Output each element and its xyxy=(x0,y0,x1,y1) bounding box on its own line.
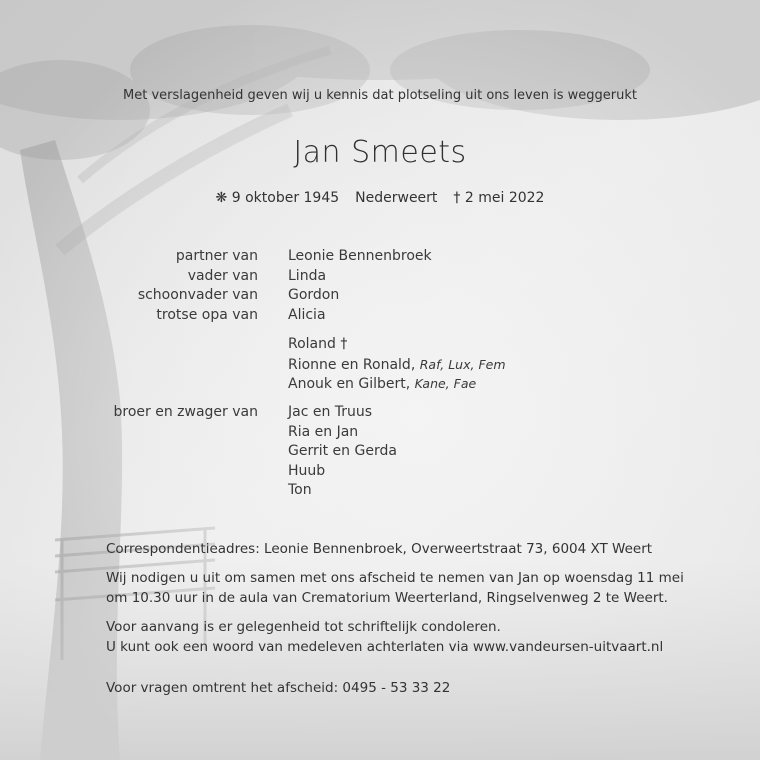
intro-text: Met verslagenheid geven wij u kennis dat plotseling uit ons leven is weggerukt xyxy=(123,88,637,103)
sibling-name: Jac en Truus xyxy=(288,404,373,420)
birth-date: ❋ 9 oktober 1945 xyxy=(215,190,340,206)
siblings-label: broer en zwager van xyxy=(113,404,258,420)
birth-place: Nederweert xyxy=(355,190,438,206)
relation-name: Linda xyxy=(288,267,327,284)
death-date: † 2 mei 2022 xyxy=(453,190,545,206)
great-grandchildren: Raf, Lux, Fem xyxy=(419,356,506,372)
grandchild-name: Roland † xyxy=(288,336,348,352)
invitation-line: Wij nodigen u uit om samen met ons afscheid te nemen van Jan op woensdag 11 mei xyxy=(106,570,684,586)
sibling-name: Huub xyxy=(288,462,326,479)
sibling-name: Gerrit en Gerda xyxy=(288,443,397,459)
grandchild-name: Rionne en Ronald, xyxy=(288,356,420,373)
relation-name: Gordon xyxy=(288,287,340,303)
questions-contact: Voor vragen omtrent het afscheid: 0495 - 53 33 22 xyxy=(106,680,451,696)
grandchild-entry xyxy=(288,374,476,395)
condolence-line: Voor aanvang is er gelegenheid tot schriftelijk condoleren. xyxy=(106,619,501,635)
relation-name: Leonie Bennenbroek xyxy=(288,248,432,264)
sibling-name: Ria en Jan xyxy=(288,423,359,440)
relation-label: partner van xyxy=(175,248,258,264)
dates-line xyxy=(0,189,760,209)
correspondence-address: Correspondentieadres: Leonie Bennenbroek, Overweertstraat 73, 6004 XT Weert xyxy=(106,541,653,557)
grandchild-name: Anouk en Gilbert, xyxy=(288,376,415,392)
deceased-name: Jan Smeets xyxy=(293,135,467,170)
invitation-line: om 10.30 uur in de aula van Crematorium Weerterland, Ringselvenweg 2 te Weert. xyxy=(106,589,668,606)
relation-label: trotse opa van xyxy=(156,306,258,323)
condolence-line: U kunt ook een woord van medeleven achterlaten via www.vandeursen-uitvaart.nl xyxy=(106,638,664,655)
grandchild-entry xyxy=(288,335,347,355)
relation-label: schoonvader van xyxy=(137,287,258,303)
relation-name: Alicia xyxy=(288,306,326,323)
relation-label: vader van xyxy=(187,267,258,284)
sibling-name: Ton xyxy=(288,482,312,498)
great-grandchildren: Kane, Fae xyxy=(414,376,477,391)
grandchild-entry xyxy=(288,355,506,376)
